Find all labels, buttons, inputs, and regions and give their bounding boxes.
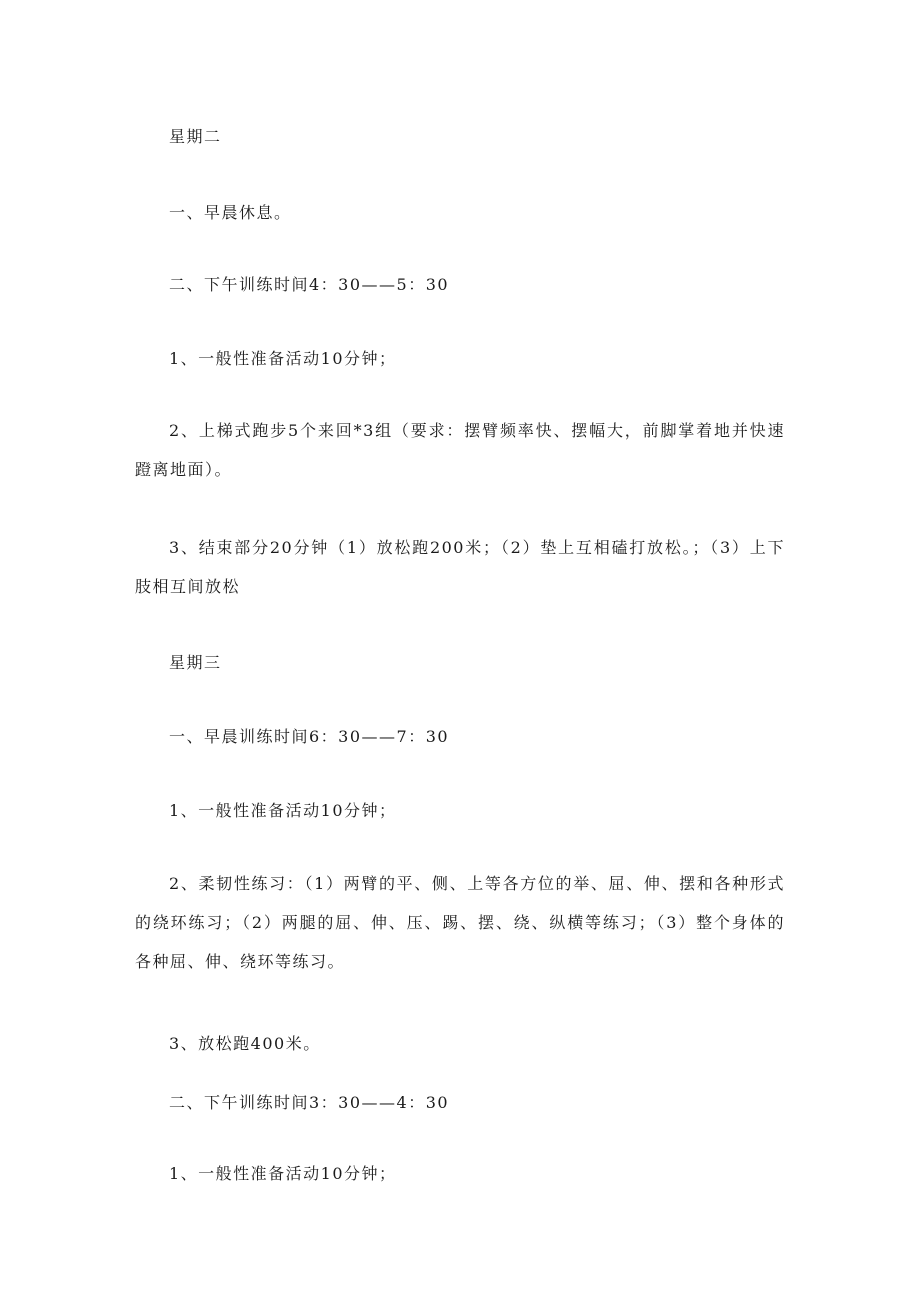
paragraph: 3、结束部分20分钟（1）放松跑200米；（2）垫上互相磕打放松。；（3）上下肢相互间放松 (135, 538, 785, 596)
paragraph: 一、早晨休息。 (169, 203, 292, 222)
paragraph: 2、柔韧性练习：（1）两臂的平、侧、上等各方位的举、屈、伸、摆和各种形式的绕环练习；（2）两腿的屈、伸、压、踢、摆、绕、纵横等练习；（3）整个身体的各种屈、伸、绕环等练习。 (135, 874, 785, 971)
paragraph: 1、一般性准备活动10分钟； (169, 801, 397, 820)
paragraph: 一、早晨训练时间6：30——7：30 (169, 727, 450, 746)
heading-tuesday: 星期二 (169, 127, 222, 146)
paragraph: 二、下午训练时间3：30——4：30 (169, 1093, 450, 1112)
paragraph: 2、上梯式跑步5个来回*3组（要求：摆臂频率快、摆幅大，前脚掌着地并快速蹬离地面）。 (135, 421, 785, 479)
paragraph: 二、下午训练时间4：30——5：30 (169, 275, 450, 294)
heading-wednesday: 星期三 (169, 653, 222, 672)
paragraph: 1、一般性准备活动10分钟； (169, 349, 397, 368)
paragraph: 1、一般性准备活动10分钟； (169, 1164, 397, 1183)
paragraph: 3、放松跑400米。 (169, 1034, 321, 1053)
